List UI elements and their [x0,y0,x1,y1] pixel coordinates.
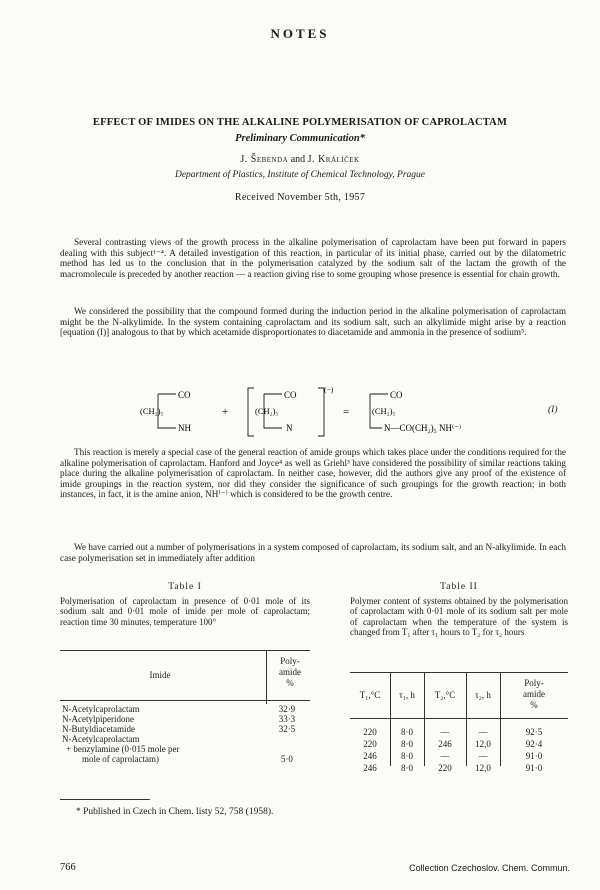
table1-cell-value: 32·5 [278,724,296,734]
eq-co-2: CO [284,390,297,400]
journal-name: Collection Czechoslov. Chem. Commun. [409,863,570,873]
table1-cell-value [264,744,310,754]
article-subtitle: Preliminary Communication* [235,133,365,144]
table2-col-tau1: τ₁, h [399,690,415,700]
authors [40,154,560,165]
table2-caption: Table II [440,582,478,592]
eq-co-3: CO [390,390,403,400]
table1-row [60,704,310,714]
table1-cell-imide: mole of caprolactam) [82,754,159,764]
eq-nh: NH [178,423,191,433]
received-date: Received November 5th, 1957 [234,192,366,203]
paragraph-2: We considered the possibility that the compound formed during the induction period in the alkaline polymerisation of caprolactam might be the N-alkylimide. In the system containing caprolactam and its sodium salt, such an alkylimide might arise by a reaction [equation (I)] analogous to that by which acetamide disproportionates to diacetamide and ammonia in the presence of sodium⁵. [60,306,566,338]
article-title: EFFECT OF IMIDES ON THE ALKALINE POLYMERISATION OF CAPROLACTAM [92,117,508,128]
table1-col-polyamide-2: amide [279,667,301,677]
table2-cell: 8·0 [401,751,413,761]
eq-anion: (−) [324,385,334,394]
table1-col-divider [266,650,267,704]
table1-description: Polymerisation of caprolactam in presence of 0·01 mole of its sodium salt and 0·01 mole of imide per mole of caprolactam; reaction time 30 minutes, temperature 100° [60,596,310,627]
footnote: * Published in Czech in Chem. listy 52, 758 (1958). [76,807,274,817]
paragraph-1: Several contrasting views of the growth process in the alkaline polymerisation of caprolactam have been put forward in papers dealing with this subject¹⁻⁴. A detailed investigation of this reaction, in particular of its initial phase, carried out by the dilatometric method has led us to the conclusion that in the polymerisation catalyzed by the sodium salt of the lactam the growth of the macromolecule is preceded by another reaction — a reaction giving rise to some grouping whose presence is essential for chain growth. [60,237,566,279]
table2-cell: 220 [438,763,452,773]
table2-cell: 8·0 [401,739,413,749]
paragraph-4: We have carried out a number of polymerisations in a system composed of caprolactam, its sodium salt, and an N-alkylimide. In each case polymerisation set in immediately after addition [60,542,566,563]
table1-cell-imide: + benzylamine (0·015 mole per [66,744,180,754]
table1-cell-value: 5·0 [280,754,293,764]
authors-and: and [288,154,308,165]
table1-cell-value [264,734,310,744]
table1-cell-imide: N-Acetylcaprolactam [62,734,140,744]
table2-cell: 220 [363,739,377,749]
table1-row [60,734,310,744]
table2-col-polyamide-2: amide [523,689,545,699]
table1-row [60,754,310,764]
eq-ch2-3: (CH₂)₅ [372,406,396,416]
chemical-equation [140,384,560,440]
author-1: J. Šebenda [240,154,289,165]
table2-body [350,726,568,774]
page-number: 766 [60,862,76,873]
table2-cell: — [440,727,450,737]
eq-ch2-2: (CH₂)₅ [255,406,279,416]
section-header: NOTES [270,26,330,41]
table2-header [350,676,568,718]
table1-cell-imide: N-Acetylcaprolactam [62,704,140,714]
table2-cell: 8·0 [401,727,413,737]
table2-cell: 8·0 [401,763,413,773]
table1-mid-rule [60,700,310,701]
table1-header [60,656,310,704]
table2-row [350,738,568,750]
table2-col-t1: T₁,°C [359,690,381,700]
table2-col-polyamide-1: Poly- [524,678,544,688]
table1-col-polyamide [270,656,310,689]
table2-row [350,750,568,762]
table1-cell-value: 32·9 [278,704,296,714]
table1-row [60,724,310,734]
table1-row [60,744,310,754]
affiliation: Department of Plastics, Institute of Chemical Technology, Prague [174,170,426,180]
table2-row [350,726,568,738]
paragraph-3: This reaction is merely a special case of the general reaction of amide groups which takes place under the conditions required for the alkaline polymerisation of caprolactam. Hanford and Joyce⁴ as well as Griehl³ have considered the possibility of similar reactions taking place during the alkaline polymerisation of caprolactam. In neither case, however, did the authors give any proof of the existence of imide groupings in the reaction system, nor did they consider the significance of such groupings for the growth reaction; in both instances, in fact, it is the amine anion, NH⁽⁻⁾ which is considered to be the growth centre. [60,447,566,500]
footnote-rule [60,799,150,800]
table1-cell-imide: N-Acetylpiperidone [62,714,134,724]
table2-cell: — [478,727,488,737]
table2-cell: 220 [363,727,377,737]
author-2: J. Králíček [307,154,360,165]
table1-cell-imide: N-Butyldiacetamide [62,724,135,734]
table2-cell: — [478,751,488,761]
table2-col-t2: T₂,°C [434,690,456,700]
eq-co-1: CO [178,390,191,400]
table1-col-polyamide-1: Poly- [280,656,300,666]
table2-top-rule [350,672,568,673]
table2-cell: 246 [438,739,452,749]
table2-cell: 246 [363,751,377,761]
table2-col-tau2: τ₂, h [475,690,491,700]
table1-cell-value: 33·3 [278,714,296,724]
eq-product-chain: N—CO(CH₂)₅ NH⁽⁻⁾ [384,423,462,433]
table2-cell: 91·0 [525,763,543,773]
table2-row [350,762,568,774]
table1-col-imide: Imide [149,670,171,680]
eq-plus: + [222,406,229,418]
eq-equals: = [343,406,350,418]
table2-description: Polymer content of systems obtained by the polymerisation of caprolactam with 0·01 mole of its sodium salt per mole of caprolactam when the temperature of the system is changed from T₁ after τ₁ hours to T₂ for τ₂ hours [350,596,568,638]
table2-cell: 92·4 [525,739,543,749]
table2-cell: 91·0 [525,751,543,761]
table1-row [60,714,310,724]
table2-cell: — [440,751,450,761]
table1-caption: Table I [168,582,202,592]
table2-cell: 12,0 [475,739,491,749]
table1-top-rule [60,650,310,651]
table1-body [60,704,310,764]
equation-number: (I) [548,405,558,415]
table2-cell: 92·5 [525,727,543,737]
table1-col-polyamide-3: % [286,678,294,688]
eq-n: N [286,423,293,433]
table2-cell: 246 [363,763,377,773]
table2-mid-rule [350,718,568,719]
table2-cell: 12,0 [475,763,491,773]
eq-ch2-1: (CH₂)₅ [140,406,164,416]
table2-col-polyamide [500,678,568,711]
table2-col-polyamide-3: % [530,700,538,710]
